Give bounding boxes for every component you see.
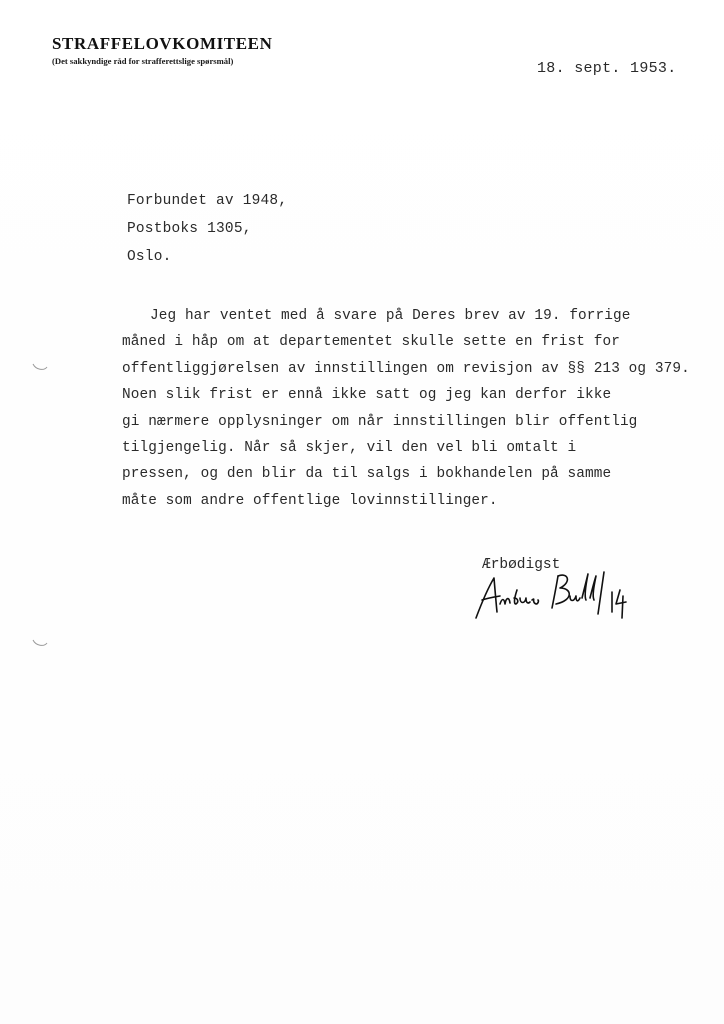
body-line: gi nærmere opplysninger om når innstillingen blir offentlig xyxy=(122,413,638,430)
closing-salutation: Ærbødigst xyxy=(482,557,561,573)
recipient-address xyxy=(127,187,287,271)
body-line: pressen, og den blir da til salgs i bokhandelen på samme xyxy=(122,466,612,483)
address-line: Oslo. xyxy=(127,249,172,265)
body-line: måte som andre offentlige lovinnstillinger. xyxy=(122,492,498,509)
organization-subtitle: (Det sakkyndige råd for strafferettslige spørsmål) xyxy=(52,56,234,66)
body-line: tilgjengelig. Når så skjer, vil den vel bli omtalt i xyxy=(122,440,577,457)
organization-name: STRAFFELOVKOMITEEN xyxy=(52,34,273,53)
handwritten-signature-icon xyxy=(470,560,640,630)
address-line: Postboks 1305, xyxy=(127,221,252,237)
letterhead xyxy=(52,33,273,66)
letter-date: 18. sept. 1953. xyxy=(537,60,677,77)
body-line: Noen slik frist er ennå ikke satt og jeg kan derfor ikke xyxy=(122,387,612,404)
punch-hole-mark-icon xyxy=(32,362,48,372)
body-line: offentliggjørelsen av innstillingen om revisjon av §§ 213 og 379. xyxy=(122,360,690,377)
punch-hole-mark-icon xyxy=(32,638,48,648)
address-line: Forbundet av 1948, xyxy=(127,193,288,209)
body-line: måned i håp om at departementet skulle sette en frist for xyxy=(122,334,620,351)
letter-body xyxy=(122,303,692,514)
body-line: Jeg har ventet med å svare på Deres brev av 19. forrige xyxy=(150,308,631,324)
